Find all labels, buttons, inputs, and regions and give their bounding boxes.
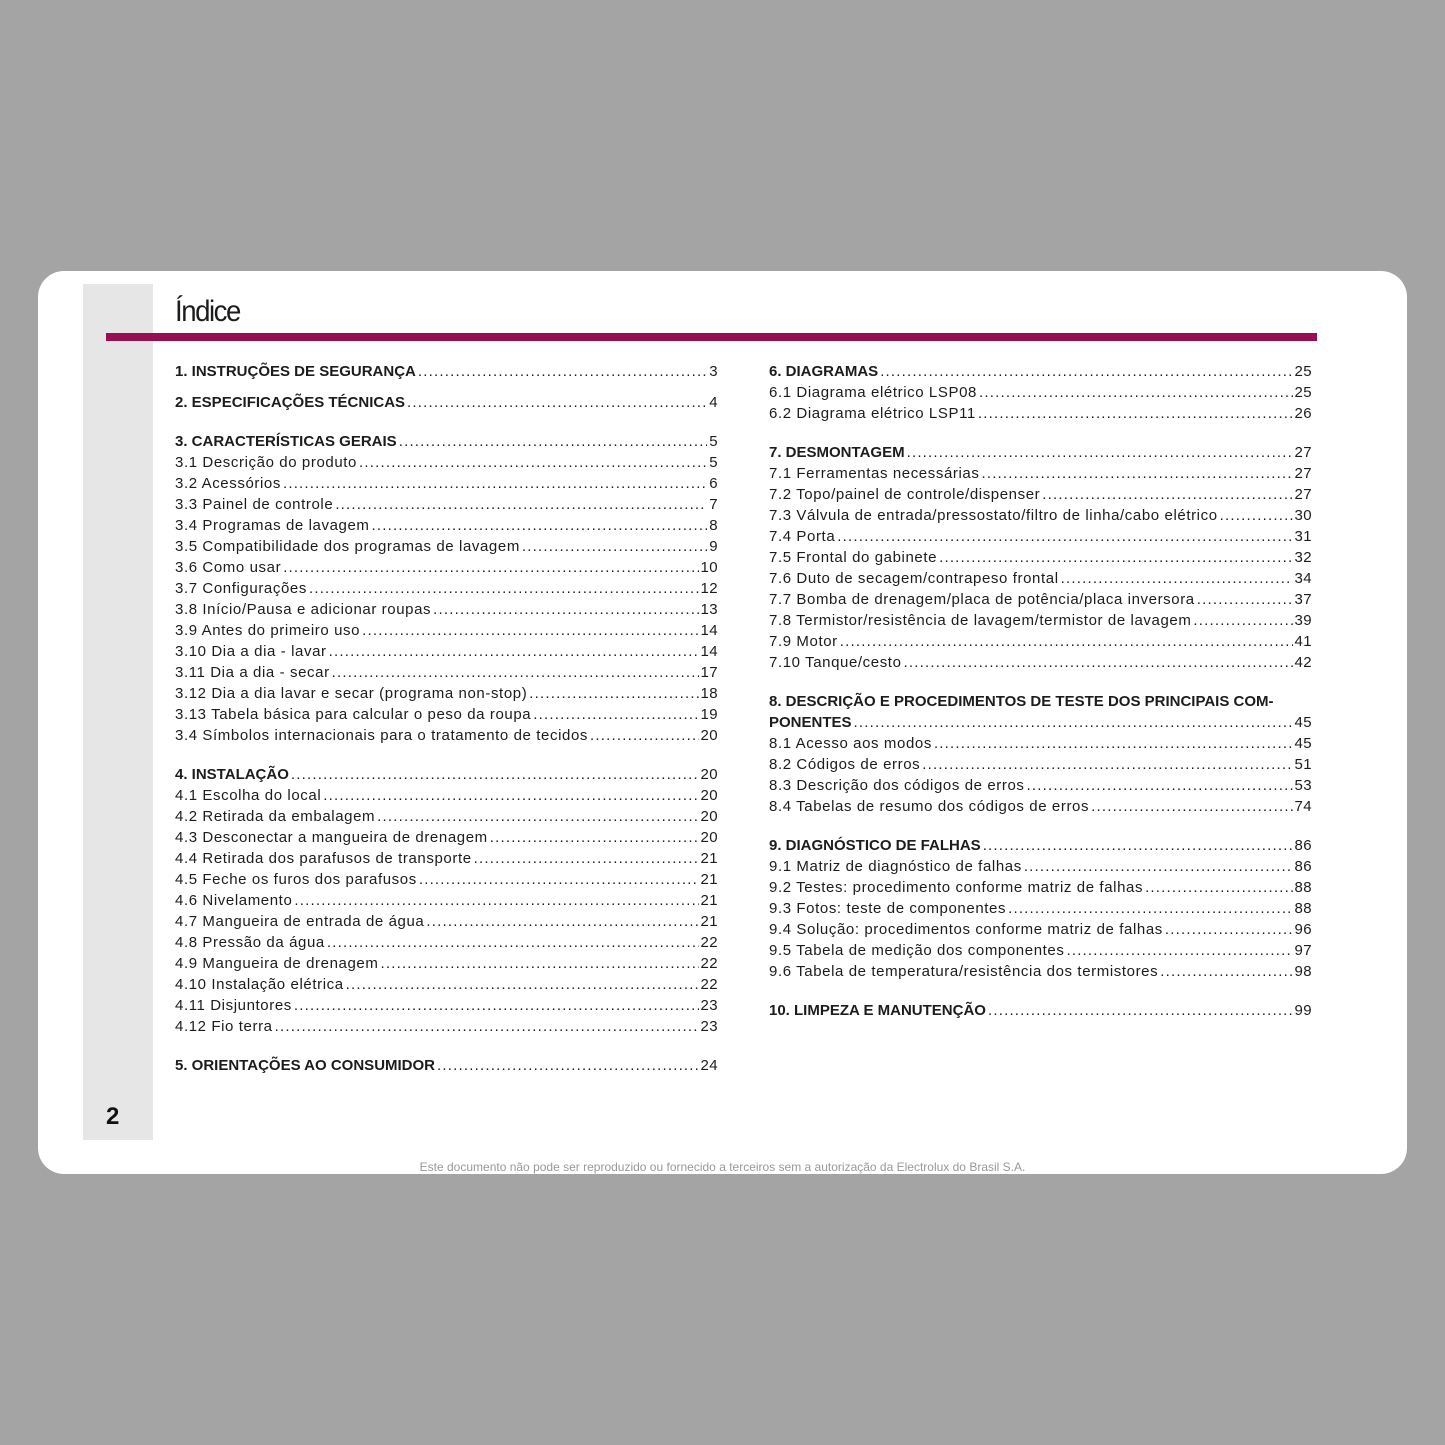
toc-entry[interactable]: 9.1 Matriz de diagnóstico de falhas ..... 86 xyxy=(769,856,1312,877)
toc-entry[interactable]: 7.9 Motor ..... 41 xyxy=(769,631,1312,652)
toc-entry[interactable]: 3.13 Tabela básica para calcular o peso da roupa ..... 19 xyxy=(175,704,718,725)
toc-entry[interactable]: 3.4 Símbolos internacionais para o tratamento de tecidos ..... 20 xyxy=(175,725,718,746)
toc-entry[interactable]: 8.1 Acesso aos modos ..... 45 xyxy=(769,733,1312,754)
toc-entry[interactable]: 8.2 Códigos de erros ..... 51 xyxy=(769,754,1312,775)
toc-entry[interactable]: 7.2 Topo/painel de controle/dispenser ..... 27 xyxy=(769,484,1312,505)
toc-entry[interactable]: 8.4 Tabelas de resumo dos códigos de erros ..... 74 xyxy=(769,796,1312,817)
document-page xyxy=(38,271,1407,1174)
toc-entry[interactable]: 4.4 Retirada dos parafusos de transporte ..... 21 xyxy=(175,848,718,869)
toc-entry[interactable]: 4.5 Feche os furos dos parafusos ..... 21 xyxy=(175,869,718,890)
toc-entry[interactable]: 7.8 Termistor/resistência de lavagem/termistor de lavagem ..... 39 xyxy=(769,610,1312,631)
toc-entry[interactable]: 9. DIAGNÓSTICO DE FALHAS ..... 86 xyxy=(769,835,1312,856)
toc-entry[interactable]: 4.3 Desconectar a mangueira de drenagem ..... 20 xyxy=(175,827,718,848)
toc-entry[interactable]: 7.1 Ferramentas necessárias ..... 27 xyxy=(769,463,1312,484)
toc-entry[interactable]: 3.3 Painel de controle ..... 7 xyxy=(175,494,718,515)
toc-entry[interactable]: 9.3 Fotos: teste de componentes ..... 88 xyxy=(769,898,1312,919)
toc-entry[interactable]: 7.7 Bomba de drenagem/placa de potência/placa inversora ..... 37 xyxy=(769,589,1312,610)
toc-entry[interactable]: 1. INSTRUÇÕES DE SEGURANÇA ..... 3 xyxy=(175,361,718,382)
toc-entry[interactable]: 9.4 Solução: procedimentos conforme matriz de falhas ..... 96 xyxy=(769,919,1312,940)
toc-entry[interactable]: 4.11 Disjuntores ..... 23 xyxy=(175,995,718,1016)
page-number: 2 xyxy=(106,1103,120,1130)
toc-entry[interactable]: 4.6 Nivelamento ..... 21 xyxy=(175,890,718,911)
toc-entry[interactable]: 4.12 Fio terra ..... 23 xyxy=(175,1016,718,1037)
toc-entry[interactable]: 3.4 Programas de lavagem ..... 8 xyxy=(175,515,718,536)
toc-entry[interactable]: 10. LIMPEZA E MANUTENÇÃO ..... 99 xyxy=(769,1000,1312,1021)
toc-entry[interactable]: 4.10 Instalação elétrica ..... 22 xyxy=(175,974,718,995)
title-rule xyxy=(106,333,1317,341)
page-title: Índice xyxy=(175,295,240,328)
toc-entry[interactable]: 3.6 Como usar ..... 10 xyxy=(175,557,718,578)
toc-entry[interactable]: 5. ORIENTAÇÕES AO CONSUMIDOR ..... 24 xyxy=(175,1055,718,1076)
toc-entry[interactable]: 7. DESMONTAGEM ..... 27 xyxy=(769,442,1312,463)
toc-entry[interactable]: 3. CARACTERÍSTICAS GERAIS ..... 5 xyxy=(175,431,718,452)
toc-entry[interactable]: 3.5 Compatibilidade dos programas de lavagem ..... 9 xyxy=(175,536,718,557)
toc-entry[interactable]: 3.8 Início/Pausa e adicionar roupas ..... 13 xyxy=(175,599,718,620)
toc-entry[interactable]: 3.11 Dia a dia - secar ..... 17 xyxy=(175,662,718,683)
toc-entry[interactable]: 4.9 Mangueira de drenagem ..... 22 xyxy=(175,953,718,974)
toc-entry[interactable]: 7.10 Tanque/cesto ..... 42 xyxy=(769,652,1312,673)
toc-entry[interactable]: 3.7 Configurações ..... 12 xyxy=(175,578,718,599)
toc-right-column xyxy=(769,361,1312,1021)
toc-entry[interactable]: PONENTES ..... 45 xyxy=(769,712,1312,733)
toc-entry[interactable]: 8.3 Descrição dos códigos de erros ..... 53 xyxy=(769,775,1312,796)
toc-entry[interactable]: 3.9 Antes do primeiro uso ..... 14 xyxy=(175,620,718,641)
toc-entry[interactable]: 3.1 Descrição do produto ..... 5 xyxy=(175,452,718,473)
toc-entry[interactable]: 3.2 Acessórios ..... 6 xyxy=(175,473,718,494)
toc-entry[interactable]: 7.4 Porta ..... 31 xyxy=(769,526,1312,547)
footer-disclaimer: Este documento não pode ser reproduzido ou fornecido a terceiros sem a autorização da Electrolux do Brasil S.A. xyxy=(419,1160,1026,1174)
toc-entry[interactable]: 4.2 Retirada da embalagem ..... 20 xyxy=(175,806,718,827)
toc-entry[interactable]: 4.8 Pressão da água ..... 22 xyxy=(175,932,718,953)
toc-entry[interactable]: 7.3 Válvula de entrada/pressostato/filtro de linha/cabo elétrico ..... 30 xyxy=(769,505,1312,526)
toc-entry[interactable]: 9.6 Tabela de temperatura/resistência dos termistores ..... 98 xyxy=(769,961,1312,982)
toc-entry-heading-line1[interactable]: 8. DESCRIÇÃO E PROCEDIMENTOS DE TESTE DOS PRINCIPAIS COM- xyxy=(769,693,1274,710)
toc-entry[interactable]: 2. ESPECIFICAÇÕES TÉCNICAS ..... 4 xyxy=(175,392,718,413)
toc-entry[interactable]: 7.5 Frontal do gabinete ..... 32 xyxy=(769,547,1312,568)
toc-entry[interactable]: 6.2 Diagrama elétrico LSP11 ..... 26 xyxy=(769,403,1312,424)
toc-entry[interactable]: 4. INSTALAÇÃO ..... 20 xyxy=(175,764,718,785)
toc-entry[interactable]: 3.10 Dia a dia - lavar ..... 14 xyxy=(175,641,718,662)
toc-entry[interactable]: 6.1 Diagrama elétrico LSP08 ..... 25 xyxy=(769,382,1312,403)
page-gutter xyxy=(83,284,153,1140)
toc-entry[interactable]: 4.1 Escolha do local ..... 20 xyxy=(175,785,718,806)
toc-left-column xyxy=(175,361,718,1076)
toc-entry[interactable]: 7.6 Duto de secagem/contrapeso frontal ..... 34 xyxy=(769,568,1312,589)
toc-entry[interactable]: 4.7 Mangueira de entrada de água ..... 21 xyxy=(175,911,718,932)
toc-entry[interactable]: 9.2 Testes: procedimento conforme matriz de falhas ..... 88 xyxy=(769,877,1312,898)
toc-entry[interactable]: 9.5 Tabela de medição dos componentes ..... 97 xyxy=(769,940,1312,961)
toc-entry[interactable]: 3.12 Dia a dia lavar e secar (programa non-stop) ..... 18 xyxy=(175,683,718,704)
toc-entry[interactable]: 6. DIAGRAMAS ..... 25 xyxy=(769,361,1312,382)
